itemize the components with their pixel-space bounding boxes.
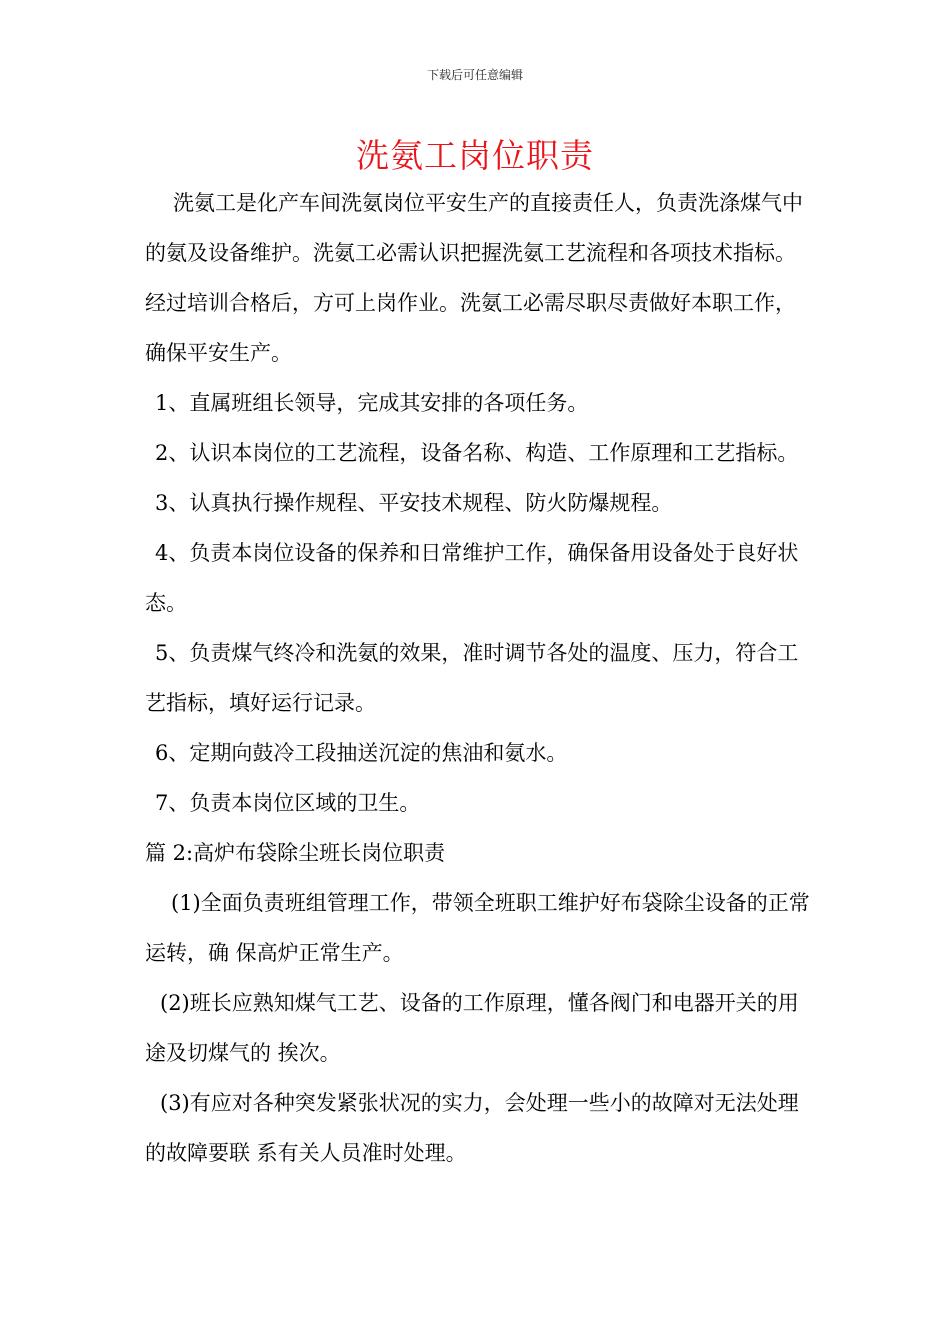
section2-heading: 篇 2:高炉布袋除尘班长岗位职责 (145, 841, 446, 865)
document-title: 洗氨工岗位职责 (356, 136, 594, 175)
section2-item-2: (2)班长应熟知煤气工艺、设备的工作原理，懂各阀门和电器开关的用途及切煤气的 挨次。 (145, 991, 799, 1065)
intro-paragraph: 洗氨工是化产车间洗氨岗位平安生产的直接责任人，负责洗涤煤气中的氨及设备维护。洗氨工必需认识把握洗氨工艺流程和各项技术指标。经过培训合格后，方可上岗作业。洗氨工必需尽职尽责做好本职工作，确保平安生产。 (145, 191, 803, 365)
duty-item-3: 3、认真执行操作规程、平安技术规程、防火防爆规程。 (155, 491, 673, 515)
duty-item-5: 5、负责煤气终冷和洗氨的效果，准时调节各处的温度、压力，符合工艺指标，填好运行记录。 (145, 641, 799, 715)
section2-item-3: (3)有应对各种突发紧张状况的实力，会处理一些小的故障对无法处理的故障要联 系有关人员准时处理。 (145, 1091, 799, 1165)
header-note: 下载后可任意编辑 (426, 68, 523, 82)
duty-item-4: 4、负责本岗位设备的保养和日常维护工作，确保备用设备处于良好状态。 (145, 541, 799, 615)
duty-item-6: 6、定期向鼓冷工段抽送沉淀的焦油和氨水。 (155, 741, 568, 765)
section2-item-1: (1)全面负责班组管理工作，带领全班职工维护好布袋除尘设备的正常运转，确 保高炉正常生产。 (145, 891, 810, 965)
duty-item-2: 2、认识本岗位的工艺流程，设备名称、构造、工作原理和工艺指标。 (155, 441, 799, 465)
duty-item-7: 7、负责本岗位区域的卫生。 (155, 791, 421, 815)
document-body (145, 178, 810, 1178)
duty-item-1: 1、直属班组长领导，完成其安排的各项任务。 (155, 391, 589, 415)
